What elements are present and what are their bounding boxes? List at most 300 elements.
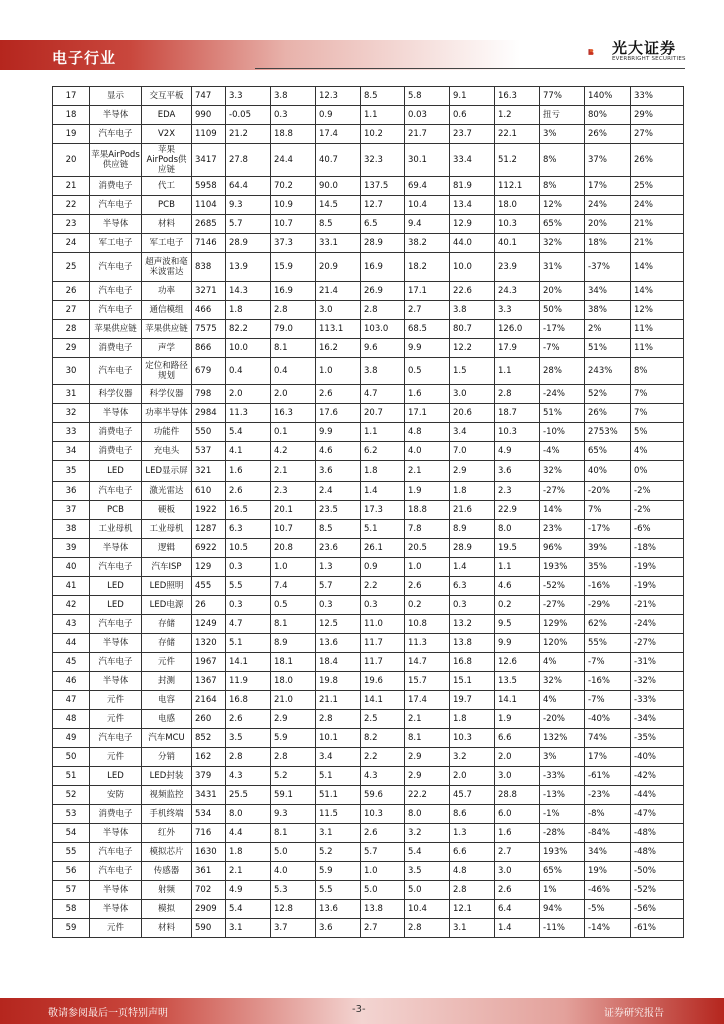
table-cell: -42% [631,767,684,786]
table-cell: 3271 [192,282,226,301]
table-cell: 5.4 [226,423,271,442]
table-cell: 27 [53,301,90,320]
table-cell: 74% [585,729,631,748]
table-row [53,843,684,862]
table-cell: 32% [540,672,585,691]
table-cell: 16.5 [226,501,271,520]
table-cell: 8.9 [450,520,495,539]
table-cell: 120% [540,634,585,653]
table-cell: 2.1 [226,862,271,881]
table-cell: 2.0 [226,385,271,404]
table-cell: 2.8 [495,385,540,404]
table-cell: 35 [53,461,90,482]
table-cell: 37 [53,501,90,520]
table-cell: 16.2 [316,339,361,358]
table-cell: 10.1 [316,729,361,748]
table-cell: 13.2 [450,615,495,634]
table-cell: 汽车电子 [90,125,142,144]
table-cell: 12.6 [495,653,540,672]
table-cell: 28.9 [226,234,271,253]
table-cell: 33.1 [316,234,361,253]
table-cell: 59.1 [271,786,316,805]
table-cell: 534 [192,805,226,824]
table-cell: 3.2 [405,824,450,843]
table-cell: 苹果AirPods供应链 [142,144,192,177]
table-cell: 1.1 [361,106,405,125]
table-cell: 17.9 [495,339,540,358]
table-cell: 汽车电子 [90,196,142,215]
table-cell: 18.8 [405,501,450,520]
table-cell: 3.2 [450,748,495,767]
table-cell: 10.7 [271,520,316,539]
table-cell: 82.2 [226,320,271,339]
table-cell: 20.9 [316,253,361,282]
table-cell: 2164 [192,691,226,710]
table-cell: -31% [631,653,684,672]
table-cell: 96% [540,539,585,558]
table-cell: 2.8 [271,301,316,320]
table-cell: 1.6 [405,385,450,404]
table-cell: 866 [192,339,226,358]
table-cell: 元件 [90,919,142,938]
table-cell: 材料 [142,215,192,234]
table-cell: 18% [585,234,631,253]
table-cell: 80.7 [450,320,495,339]
table-row [53,87,684,106]
everbright-logo-icon [588,38,612,66]
table-cell: 材料 [142,919,192,938]
table-cell: 1.2 [495,106,540,125]
table-cell: 2.6 [361,824,405,843]
table-cell: 29 [53,339,90,358]
table-cell: 17 [53,87,90,106]
table-row [53,577,684,596]
table-cell: -29% [585,596,631,615]
table-cell: 42 [53,596,90,615]
table-cell: 69.4 [405,177,450,196]
table-cell: 8.6 [450,805,495,824]
table-cell: 4.7 [226,615,271,634]
table-cell: 26 [192,596,226,615]
table-cell: 2.7 [361,919,405,938]
table-cell: 9.3 [226,196,271,215]
table-cell: LED照明 [142,577,192,596]
table-cell: 4% [540,691,585,710]
table-cell: -48% [631,824,684,843]
table-cell: 元件 [90,691,142,710]
table-cell: 2.4 [316,482,361,501]
table-cell: 5.1 [226,634,271,653]
table-row [53,691,684,710]
table-cell: 射频 [142,881,192,900]
table-cell: 2.1 [405,461,450,482]
table-cell: 17.6 [316,404,361,423]
table-cell: 4% [540,653,585,672]
table-cell: 8.0 [226,805,271,824]
table-row [53,404,684,423]
table-cell: 22.9 [495,501,540,520]
table-cell: 17.4 [405,691,450,710]
table-cell: 16.8 [226,691,271,710]
table-cell: 1287 [192,520,226,539]
table-cell: 0.3 [450,596,495,615]
table-cell: -17% [540,320,585,339]
table-row [53,862,684,881]
table-cell: -20% [540,710,585,729]
table-cell: 590 [192,919,226,938]
table-cell: 1.6 [226,461,271,482]
table-cell: 7.0 [450,442,495,461]
table-cell: 2.6 [316,385,361,404]
table-cell: 消费电子 [90,177,142,196]
table-cell: -21% [631,596,684,615]
table-cell: 0.3 [361,596,405,615]
table-cell: 56 [53,862,90,881]
table-cell: 手机终端 [142,805,192,824]
table-cell: 64.4 [226,177,271,196]
table-cell: 存储 [142,615,192,634]
table-cell: 9.9 [405,339,450,358]
table-cell: 1.8 [450,482,495,501]
table-cell: 14.1 [361,691,405,710]
table-cell: 11.9 [226,672,271,691]
table-cell: PCB [142,196,192,215]
table-cell: 汽车电子 [90,558,142,577]
table-row [53,558,684,577]
table-cell: 3.5 [405,862,450,881]
table-cell: 0.3 [226,596,271,615]
table-cell: 1.1 [495,558,540,577]
table-cell: 55% [585,634,631,653]
table-cell: -1% [540,805,585,824]
table-cell: 33% [631,87,684,106]
table-cell: 34% [585,282,631,301]
table-cell: 14% [631,253,684,282]
table-cell: 19 [53,125,90,144]
table-cell: 10.4 [405,196,450,215]
table-cell: V2X [142,125,192,144]
table-cell: 33 [53,423,90,442]
table-cell: 0.4 [271,358,316,385]
table-cell: 消费电子 [90,423,142,442]
table-cell: 260 [192,710,226,729]
table-cell: 5.9 [271,729,316,748]
table-cell: 2984 [192,404,226,423]
table-cell: 35% [585,558,631,577]
table-row [53,596,684,615]
table-cell: 16.3 [495,87,540,106]
table-cell: 3.6 [316,461,361,482]
table-cell: 18.8 [271,125,316,144]
table-cell: 8.0 [405,805,450,824]
table-cell: 379 [192,767,226,786]
table-cell: 9.4 [405,215,450,234]
table-cell: 8.5 [316,520,361,539]
table-cell: 10.0 [226,339,271,358]
table-cell: 55 [53,843,90,862]
table-cell: 功率 [142,282,192,301]
table-cell: 7.4 [271,577,316,596]
table-cell: 53 [53,805,90,824]
table-cell: 12.2 [450,339,495,358]
table-cell: 26.9 [361,282,405,301]
table-cell: 8.1 [405,729,450,748]
table-cell: 交互平板 [142,87,192,106]
table-cell: 1.1 [495,358,540,385]
table-cell: 10.7 [271,215,316,234]
table-cell: 28% [540,358,585,385]
table-row [53,177,684,196]
table-cell: 1922 [192,501,226,520]
table-cell: 31 [53,385,90,404]
table-cell: 半导体 [90,106,142,125]
table-row [53,786,684,805]
table-cell: 21.7 [405,125,450,144]
table-cell: -47% [631,805,684,824]
table-cell: 65% [585,442,631,461]
table-cell: 5% [631,423,684,442]
table-cell: 元件 [90,710,142,729]
table-cell: 10.3 [361,805,405,824]
table-cell: 24.4 [271,144,316,177]
table-cell: -27% [540,482,585,501]
table-cell: 安防 [90,786,142,805]
table-cell: 1% [540,881,585,900]
table-cell: -10% [540,423,585,442]
table-cell: 44 [53,634,90,653]
table-cell: 11.3 [226,404,271,423]
table-cell: 1104 [192,196,226,215]
table-cell: 16.9 [361,253,405,282]
table-cell: 50 [53,748,90,767]
table-cell: 32 [53,404,90,423]
table-cell: 2.3 [271,482,316,501]
table-cell: 5.7 [361,843,405,862]
table-cell: 2.5 [361,710,405,729]
table-cell: 22.2 [405,786,450,805]
table-cell: 3.0 [450,385,495,404]
table-cell: -33% [540,767,585,786]
table-cell: 243% [585,358,631,385]
table-cell: -52% [631,881,684,900]
table-cell: 5958 [192,177,226,196]
table-row [53,282,684,301]
table-cell: 1367 [192,672,226,691]
table-cell: 4.3 [226,767,271,786]
table-cell: 361 [192,862,226,881]
table-cell: 2.8 [361,301,405,320]
table-cell: -8% [585,805,631,824]
table-cell: 14.7 [405,653,450,672]
table-cell: 34 [53,442,90,461]
table-cell: 0.5 [405,358,450,385]
table-cell: 汽车电子 [90,482,142,501]
table-cell: 12.3 [316,87,361,106]
table-cell: -56% [631,900,684,919]
table-cell: 23.7 [450,125,495,144]
table-cell: 9.3 [271,805,316,824]
table-cell: 12.1 [450,900,495,919]
table-cell: 2.0 [495,748,540,767]
table-cell: 610 [192,482,226,501]
table-row [53,824,684,843]
table-cell: -14% [585,919,631,938]
table-cell: 1249 [192,615,226,634]
table-cell: -19% [631,558,684,577]
table-cell: 汽车ISP [142,558,192,577]
table-cell: 12% [631,301,684,320]
table-cell: 8.2 [361,729,405,748]
table-cell: 852 [192,729,226,748]
table-cell: -61% [585,767,631,786]
table-cell: 超声波和毫米波雷达 [142,253,192,282]
table-cell: 51.2 [495,144,540,177]
table-cell: -7% [540,339,585,358]
table-cell: 0.3 [271,106,316,125]
table-cell: 466 [192,301,226,320]
page-number: -3- [352,1004,366,1015]
table-cell: -44% [631,786,684,805]
table-cell: 5.9 [316,862,361,881]
table-cell: 3.1 [450,919,495,938]
table-cell: 4.6 [316,442,361,461]
header-divider [255,68,685,69]
table-cell: 6.5 [361,215,405,234]
table-cell: LED [90,461,142,482]
table-cell: 5.5 [226,577,271,596]
table-cell: 17.1 [405,282,450,301]
table-cell: 18.0 [495,196,540,215]
table-cell: 32% [540,234,585,253]
table-cell: 10.8 [405,615,450,634]
table-cell: LED [90,596,142,615]
table-cell: 20% [540,282,585,301]
table-cell: 2% [585,320,631,339]
table-cell: 2.3 [495,482,540,501]
table-row [53,301,684,320]
table-cell: 14% [631,282,684,301]
table-cell: 5.7 [226,215,271,234]
table-cell: -48% [631,843,684,862]
table-cell: -18% [631,539,684,558]
table-cell: 21% [631,234,684,253]
section-title: 电子行业 [52,49,117,67]
table-cell: -50% [631,862,684,881]
table-cell: 5.2 [316,843,361,862]
table-cell: 0.9 [361,558,405,577]
table-cell: 16.9 [271,282,316,301]
table-cell: 13.6 [316,634,361,653]
table-cell: 14% [540,501,585,520]
table-cell: 20.5 [405,539,450,558]
table-cell: 10.3 [495,423,540,442]
table-cell: 12% [540,196,585,215]
table-cell: 9.9 [316,423,361,442]
table-cell: 8.1 [271,824,316,843]
table-row [53,442,684,461]
table-cell: 14.5 [316,196,361,215]
table-cell: 13.8 [450,634,495,653]
table-cell: 6922 [192,539,226,558]
table-cell: 20% [585,215,631,234]
table-cell: 2.0 [450,767,495,786]
table-cell: 48 [53,710,90,729]
table-cell: 汽车电子 [90,282,142,301]
table-cell: 3.4 [450,423,495,442]
table-cell: -2% [631,501,684,520]
table-cell: 汽车电子 [90,358,142,385]
table-cell: 8.9 [271,634,316,653]
table-cell: 21% [631,215,684,234]
table-cell: 162 [192,748,226,767]
table-cell: 8% [631,358,684,385]
table-cell: 11% [631,339,684,358]
table-cell: 7146 [192,234,226,253]
table-cell: 54 [53,824,90,843]
table-cell: 51% [585,339,631,358]
table-cell: 26 [53,282,90,301]
table-cell: 77% [540,87,585,106]
table-cell: 14.1 [495,691,540,710]
table-cell: 49 [53,729,90,748]
table-cell: 51 [53,767,90,786]
table-cell: 58 [53,900,90,919]
table-cell: 3417 [192,144,226,177]
table-cell: 8.1 [271,615,316,634]
table-cell: 25 [53,253,90,282]
table-cell: 8.1 [271,339,316,358]
table-cell: 43 [53,615,90,634]
table-cell: 1.9 [405,482,450,501]
table-cell: 12.5 [316,615,361,634]
table-cell: 3.3 [495,301,540,320]
table-cell: 19.7 [450,691,495,710]
table-cell: 20.7 [361,404,405,423]
table-cell: 2.2 [361,748,405,767]
table-cell: 电容 [142,691,192,710]
table-cell: 3431 [192,786,226,805]
table-cell: 20.8 [271,539,316,558]
table-cell: -5% [585,900,631,919]
table-cell: 消费电子 [90,339,142,358]
table-cell: 12.8 [271,900,316,919]
table-row [53,423,684,442]
table-cell: 1.0 [316,358,361,385]
table-cell: 79.0 [271,320,316,339]
table-cell: 6.3 [450,577,495,596]
table-cell: 19.8 [316,672,361,691]
table-row [53,196,684,215]
table-cell: 19.5 [495,539,540,558]
table-cell: 1.3 [316,558,361,577]
table-cell: -0.05 [226,106,271,125]
table-row [53,358,684,385]
table-cell: 18.7 [495,404,540,423]
table-cell: 0.6 [450,106,495,125]
table-cell: 21.4 [316,282,361,301]
table-cell: 9.1 [450,87,495,106]
table-cell: 10.9 [271,196,316,215]
table-cell: 11.7 [361,634,405,653]
table-cell: 1.0 [361,862,405,881]
table-cell: 8.0 [495,520,540,539]
table-cell: 21.1 [316,691,361,710]
table-cell: 2.8 [450,881,495,900]
table-cell: 半导体 [90,404,142,423]
table-cell: 8% [540,144,585,177]
table-cell: -35% [631,729,684,748]
table-cell: 苹果供应链 [90,320,142,339]
